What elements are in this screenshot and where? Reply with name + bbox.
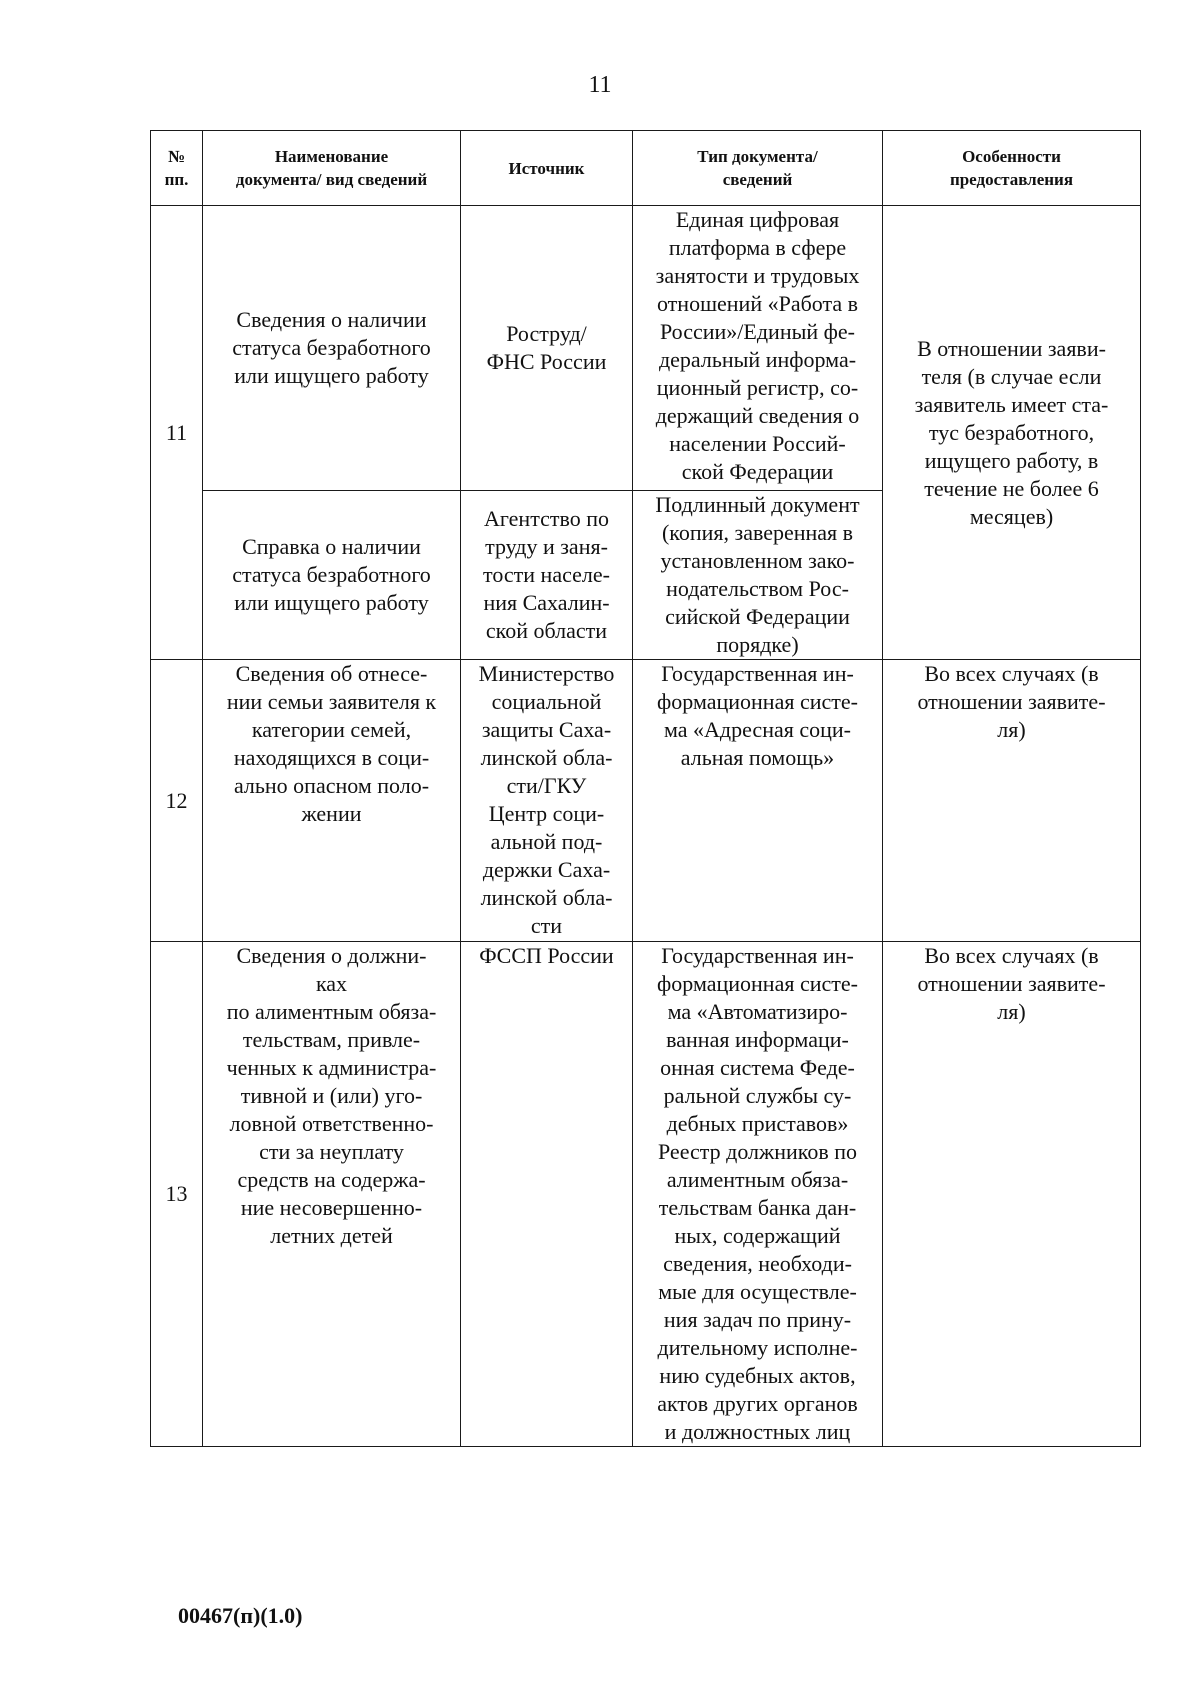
table-row-11a [151,206,1141,491]
page-number: 11 [588,72,612,98]
row13-source: ФССП России [461,942,633,1447]
table-row-12 [151,660,1141,942]
header-type: Тип документа/ сведений [633,131,883,206]
row13-num: 13 [151,942,203,1447]
row12-type: Государственная ин- формационная систе- ма «Адресная соци- альная помощь» [633,660,883,942]
header-name: Наименование документа/ вид сведений [203,131,461,206]
row13-features: Во всех случаях (в отношении заявите- ля) [883,942,1141,1447]
row11-b-type: Подлинный документ (копия, заверенная в установленном зако- нодательством Рос- сийской Федерации порядке) [633,491,883,660]
row11-num: 11 [151,206,203,660]
table-header-row [151,131,1141,206]
row13-type: Государственная ин- формационная систе- ма «Автоматизиро- ванная информаци- онная система Феде- ральной службы су- дебных приставов» Реестр должников по алиментным обяза- тельствам банка дан- ных, содержащий сведения, необходи- мые для осуществле- ния задач по прину- дительному исполне- нию судебных актов, актов других органов и должностных лиц [633,942,883,1447]
documents-table [150,130,1141,1447]
row12-features: Во всех случаях (в отношении заявите- ля) [883,660,1141,942]
row11-b-name: Справка о наличии статуса безработного или ищущего работу [203,491,461,660]
row12-name: Сведения об отнесе- нии семьи заявителя к категории семей, находящихся в соци- ально опасном поло- жении [203,660,461,942]
document-code: 00467(п)(1.0) [178,1603,303,1628]
row12-source: Министерство социальной защиты Саха- линской обла- сти/ГКУ Центр соци- альной под- держки Саха- линской обла- сти [461,660,633,942]
row13-name: Сведения о должни- ках по алиментным обяза- тельствам, привле- ченных к администра- тивной и (или) уго- ловной ответственно- сти за неуплату средств на содержа- ние несовершенно- летних детей [203,942,461,1447]
header-source: Источник [461,131,633,206]
header-features: Особенности предоставления [883,131,1141,206]
row12-num: 12 [151,660,203,942]
row11-features: В отношении заяви- теля (в случае если заявитель имеет ста- тус безработного, ищущего работу, в течение не более 6 месяцев) [883,206,1141,660]
table-row-13 [151,942,1141,1447]
row11-a-source: Роструд/ ФНС России [461,206,633,491]
row11-b-source: Агентство по труду и заня- тости населе- ния Сахалин- ской области [461,491,633,660]
header-num: № пп. [151,131,203,206]
row11-a-type: Единая цифровая платформа в сфере занятости и трудовых отношений «Работа в России»/Единый фе- деральный информа- ционный регистр, со- держащий сведения о населении Россий- ской Федерации [633,206,883,491]
row11-a-name: Сведения о наличии статуса безработного или ищущего работу [203,206,461,491]
